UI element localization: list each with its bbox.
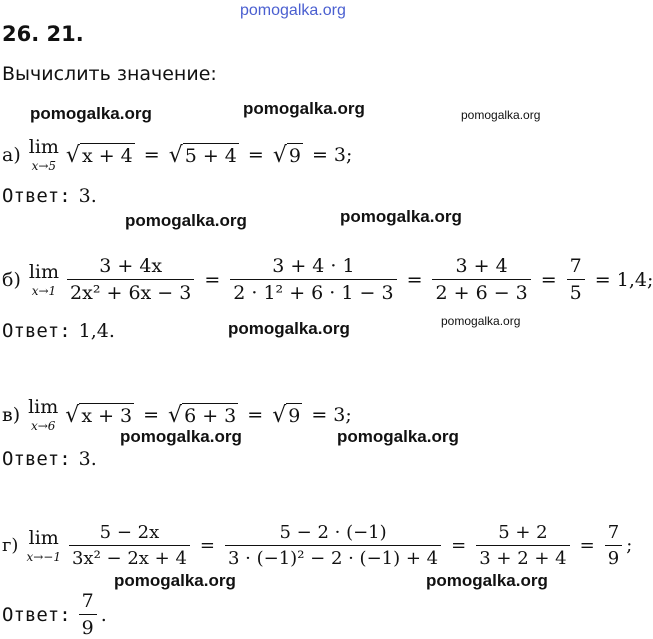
equation-v: в) lim x→6 √ x + 3 = √ 6 + 3 = √ 9 = 3; <box>2 396 352 433</box>
watermark: pomogalka.org <box>426 571 548 590</box>
fraction-4: $\frac{7}{5}$ <box>567 255 585 304</box>
answer-fraction: $\frac{7}{9}$ <box>79 590 97 639</box>
watermark: pomogalka.org <box>243 99 365 118</box>
label-v: в) <box>2 404 21 426</box>
watermark: pomogalka.org <box>125 211 247 230</box>
equation-g: г) lim x→−1 $\frac{5 - 2x}{\text{3x² − 2x + 4}}$ = $\frac{5 - 2 \cdot (-1)}{\text{3 · (−1)² − 2 · (−1) + 4}}$ = $\frac{5 + 2}{3 + 2 + 4}$ = $\frac{7}{9}$ ; <box>2 522 633 569</box>
sqrt-3: √ 9 <box>272 403 301 428</box>
sqrt-2: √ 6 + 3 <box>168 403 237 428</box>
lim-b: lim x→1 <box>28 260 60 298</box>
lim-g: lim x→−1 <box>26 526 61 564</box>
equation-a: а) lim x→5 √ x + 4 = √ 5 + 4 = √ 9 = 3; <box>2 136 353 173</box>
task-text: Вычислить значение: <box>2 63 217 85</box>
watermark: pomogalka.org <box>30 104 152 123</box>
watermark: pomogalka.org <box>340 207 462 226</box>
sqrt-1: √ x + 3 <box>65 403 133 428</box>
fraction-2: $\frac{3 + 4 \cdot 1}{\text{2 · 1² + 6 · 1 − 3}}$ <box>230 255 396 304</box>
watermark: pomogalka.org <box>240 2 346 19</box>
watermark: pomogalka.org <box>441 314 521 328</box>
lim-v: lim x→6 <box>28 396 59 433</box>
fraction-4: $\frac{7}{9}$ <box>605 522 622 569</box>
sqrt-1: √ x + 4 <box>65 143 133 168</box>
answer-v: Ответ: 3. <box>2 448 97 470</box>
fraction-1: $\frac{5 - 2x}{\text{3x² − 2x + 4}}$ <box>69 522 190 569</box>
label-g: г) <box>2 535 19 556</box>
watermark: pomogalka.org <box>461 108 541 122</box>
fraction-3: $\frac{5 + 2}{3 + 2 + 4}$ <box>476 522 569 569</box>
label-b: б) <box>2 268 21 291</box>
watermark: pomogalka.org <box>228 319 350 338</box>
fraction-2: $\frac{5 - 2 \cdot (-1)}{\text{3 · (−1)² − 2 · (−1) + 4}}$ <box>225 522 441 569</box>
fraction-1: $\frac{3 + 4x}{\text{2x² + 6x − 3}}$ <box>67 255 194 304</box>
watermark: pomogalka.org <box>114 571 236 590</box>
answer-g: Ответ: $\frac{7}{9}$ . <box>2 590 107 639</box>
answer-a: Ответ: 3. <box>2 185 97 207</box>
answer-b: Ответ: 1,4. <box>2 320 115 342</box>
watermark: pomogalka.org <box>120 427 242 446</box>
sqrt-3: √ 9 <box>272 143 301 168</box>
fraction-3: $\frac{3 + 4}{2 + 6 - 3}$ <box>432 255 530 304</box>
watermark: pomogalka.org <box>337 427 459 446</box>
equation-b: б) lim x→1 $\frac{3 + 4x}{\text{2x² + 6x − 3}}$ = $\frac{3 + 4 \cdot 1}{\text{2 · 1² + 6 · 1 − 3}}$ = $\frac{3 + 4}{2 + 6 - 3}$ = $\frac{7}{5}$ = 1,4; <box>2 255 653 304</box>
problem-number: 26. 21. <box>2 22 84 46</box>
lim-a: lim x→5 <box>28 136 59 173</box>
sqrt-2: √ 5 + 4 <box>168 143 237 168</box>
label-a: а) <box>2 144 21 166</box>
